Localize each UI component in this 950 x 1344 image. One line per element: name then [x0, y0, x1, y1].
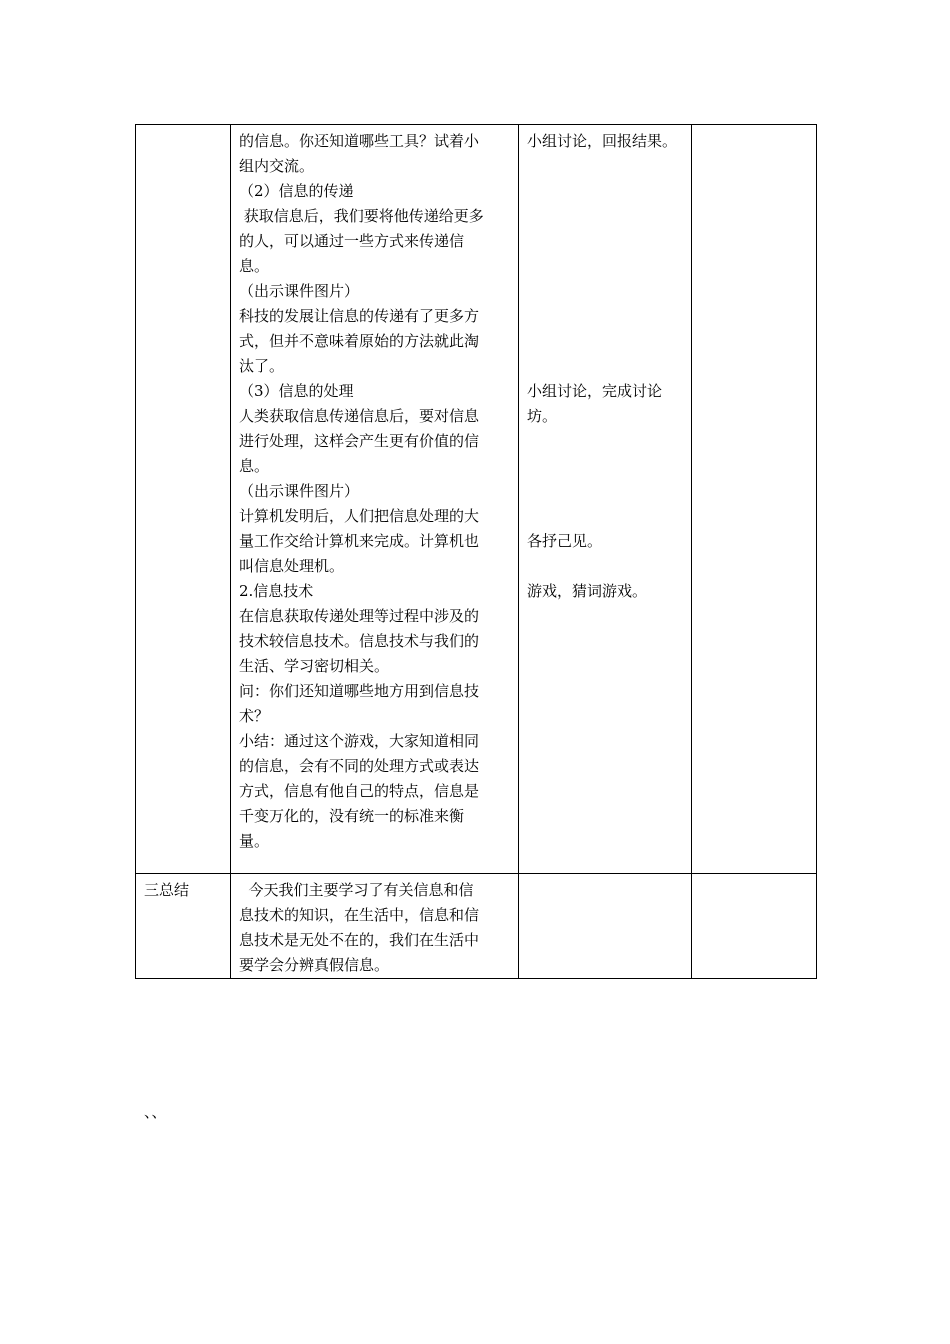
teacher-line: 的信息。你还知道哪些工具？试着小 — [239, 132, 480, 150]
teacher-line: 式，但并不意味着原始的方法就此淘 — [239, 332, 480, 350]
student-activity-discuss-complete-cont: 坊。 — [527, 407, 558, 425]
teacher-line: 息。 — [239, 257, 270, 275]
summary-line: 要学会分辨真假信息。 — [239, 956, 390, 974]
summary-line: 今天我们主要学习了有关信息和信 — [239, 881, 474, 899]
student-activity-opinions: 各抒己见。 — [527, 532, 603, 550]
teacher-line: 千变万化的，没有统一的标准来衡 — [239, 807, 465, 825]
summary-line: 息技术是无处不在的，我们在生活中 — [239, 931, 480, 949]
teacher-line: 技术较信息技术。信息技术与我们的 — [239, 632, 480, 650]
teacher-line: 组内交流。 — [239, 157, 315, 175]
spacer — [527, 554, 683, 579]
table-row-main — [136, 125, 817, 874]
table-row-summary — [136, 874, 817, 979]
stage-cell-summary: 三总结 — [136, 874, 231, 979]
teacher-line: 2.信息技术 — [239, 582, 314, 600]
teacher-line: 获取信息后，我们要将他传递给更多 — [239, 207, 484, 225]
student-activity-discuss-complete: 小组讨论，完成讨论 — [527, 382, 663, 400]
notes-cell-summary — [692, 874, 817, 979]
notes-cell — [692, 125, 817, 874]
teacher-line: 科技的发展让信息的传递有了更多方 — [239, 307, 480, 325]
lesson-plan-table — [135, 124, 817, 979]
teacher-line: （2）信息的传递 — [239, 182, 354, 200]
teacher-activity-cell — [231, 125, 519, 874]
teacher-line: 的信息，会有不同的处理方式或表达 — [239, 757, 480, 775]
student-activity-discuss-report: 小组讨论，回报结果。 — [527, 132, 678, 150]
teacher-line: 汰了。 — [239, 357, 285, 375]
teacher-line: 方式，信息有他自己的特点，信息是 — [239, 782, 480, 800]
teacher-line: 的人，可以通过一些方式来传递信 — [239, 232, 465, 250]
spacer — [527, 304, 683, 379]
student-activity-cell — [519, 125, 692, 874]
teacher-line: 叫信息处理机。 — [239, 557, 345, 575]
summary-line: 息技术的知识，在生活中，信息和信 — [239, 906, 480, 924]
teacher-line: 在信息获取传递处理等过程中涉及的 — [239, 607, 480, 625]
spacer — [527, 154, 683, 304]
student-activity-game: 游戏，猜词游戏。 — [527, 582, 648, 600]
teacher-activity-cell-summary — [231, 874, 519, 979]
teacher-line: 问：你们还知道哪些地方用到信息技 — [239, 682, 480, 700]
teacher-line: 人类获取信息传递信息后，要对信息 — [239, 407, 480, 425]
student-activity-cell-summary — [519, 874, 692, 979]
teacher-line: （出示课件图片） — [239, 482, 360, 500]
teacher-line: 量。 — [239, 832, 270, 850]
spacer — [527, 429, 683, 504]
teacher-line: 术？ — [239, 707, 270, 725]
teacher-line: 进行处理，这样会产生更有价值的信 — [239, 432, 480, 450]
teacher-line: （3）信息的处理 — [239, 382, 354, 400]
teacher-line: 计算机发明后，人们把信息处理的大 — [239, 507, 480, 525]
stage-cell — [136, 125, 231, 874]
teacher-line: 量工作交给计算机来完成。计算机也 — [239, 532, 480, 550]
spacer — [527, 504, 683, 529]
teacher-line: 小结：通过这个游戏，大家知道相同 — [239, 732, 480, 750]
stray-punctuation: 、、 — [144, 1103, 167, 1121]
teacher-line: （出示课件图片） — [239, 282, 360, 300]
teacher-line: 息。 — [239, 457, 270, 475]
teacher-line: 生活、学习密切相关。 — [239, 657, 390, 675]
